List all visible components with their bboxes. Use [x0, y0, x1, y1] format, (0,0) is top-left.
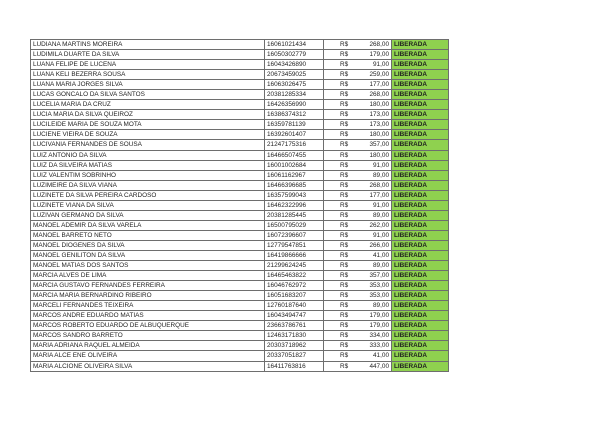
- id-cell[interactable]: 16043426890: [265, 60, 324, 70]
- table-row: [31, 210, 449, 220]
- amount-cell[interactable]: [324, 271, 392, 281]
- id-cell[interactable]: 16500795029: [265, 220, 324, 230]
- currency-symbol: R$: [340, 241, 349, 249]
- amount-cell[interactable]: [324, 210, 392, 220]
- amount-value: 91,00: [373, 161, 389, 169]
- table-row: [31, 150, 449, 160]
- currency-symbol: R$: [340, 91, 349, 99]
- status-cell[interactable]: LIBERADA: [392, 361, 449, 371]
- currency-symbol: R$: [340, 191, 349, 199]
- amount-cell[interactable]: [324, 80, 392, 90]
- currency-symbol: R$: [340, 181, 349, 189]
- amount-value: 353,00: [369, 292, 389, 300]
- name-cell[interactable]: MANOEL GENILITON DA SILVA: [31, 250, 265, 260]
- table-row: [31, 180, 449, 190]
- id-cell[interactable]: 20673459025: [265, 70, 324, 80]
- name-cell[interactable]: MARIA ALCE ENE OLIVEIRA: [31, 351, 265, 361]
- currency-symbol: R$: [340, 362, 349, 370]
- table-row: [31, 120, 449, 130]
- currency-symbol: R$: [340, 262, 349, 270]
- amount-value: 91,00: [373, 61, 389, 69]
- table-row: [31, 361, 449, 371]
- amount-value: 266,00: [369, 241, 389, 249]
- amount-cell[interactable]: [324, 130, 392, 140]
- currency-symbol: R$: [340, 101, 349, 109]
- status-cell[interactable]: LIBERADA: [392, 301, 449, 311]
- currency-symbol: R$: [340, 272, 349, 280]
- name-cell[interactable]: LUZINETE VIANA DA SILVA: [31, 200, 265, 210]
- id-cell[interactable]: 16462322996: [265, 200, 324, 210]
- id-cell[interactable]: 16061021434: [265, 40, 324, 50]
- amount-value: 89,00: [373, 171, 389, 179]
- name-cell[interactable]: MARCOS ROBERTO EDUARDO DE ALBUQUERQUE: [31, 321, 265, 331]
- status-cell[interactable]: LIBERADA: [392, 190, 449, 200]
- amount-value: 173,00: [369, 121, 389, 129]
- spreadsheet-body: [31, 40, 449, 372]
- id-cell[interactable]: 16465463822: [265, 271, 324, 281]
- name-cell[interactable]: LUZINETE DA SILVA PEREIRA CARDOSO: [31, 190, 265, 200]
- table-row: [31, 261, 449, 271]
- amount-value: 259,00: [369, 71, 389, 79]
- name-cell[interactable]: LUCIVANIA FERNANDES DE SOUSA: [31, 140, 265, 150]
- amount-value: 177,00: [369, 191, 389, 199]
- amount-value: 179,00: [369, 322, 389, 330]
- amount-cell[interactable]: [324, 140, 392, 150]
- name-cell[interactable]: LUCILEIDE MARIA DE SOUZA MOTA: [31, 120, 265, 130]
- status-cell[interactable]: LIBERADA: [392, 261, 449, 271]
- table-row: [31, 90, 449, 100]
- id-cell[interactable]: 12463171830: [265, 331, 324, 341]
- table-row: [31, 341, 449, 351]
- table-row: [31, 40, 449, 50]
- amount-cell[interactable]: [324, 160, 392, 170]
- status-cell[interactable]: LIBERADA: [392, 60, 449, 70]
- amount-cell[interactable]: [324, 230, 392, 240]
- amount-value: 180,00: [369, 101, 389, 109]
- id-cell[interactable]: 16043494747: [265, 311, 324, 321]
- currency-symbol: R$: [340, 151, 349, 159]
- amount-value: 89,00: [373, 302, 389, 310]
- status-cell[interactable]: LIBERADA: [392, 110, 449, 120]
- id-cell[interactable]: 16357599043: [265, 190, 324, 200]
- status-cell[interactable]: LIBERADA: [392, 130, 449, 140]
- status-cell[interactable]: LIBERADA: [392, 100, 449, 110]
- status-cell[interactable]: LIBERADA: [392, 341, 449, 351]
- status-cell[interactable]: LIBERADA: [392, 271, 449, 281]
- currency-symbol: R$: [340, 352, 349, 360]
- table-row: [31, 170, 449, 180]
- amount-cell[interactable]: [324, 50, 392, 60]
- amount-cell[interactable]: [324, 321, 392, 331]
- amount-cell[interactable]: [324, 291, 392, 301]
- status-cell[interactable]: LIBERADA: [392, 200, 449, 210]
- amount-value: 180,00: [369, 131, 389, 139]
- amount-cell[interactable]: [324, 60, 392, 70]
- status-cell[interactable]: LIBERADA: [392, 220, 449, 230]
- name-cell[interactable]: LUZIMEIRE DA SILVA VIANA: [31, 180, 265, 190]
- status-cell[interactable]: LIBERADA: [392, 230, 449, 240]
- name-cell[interactable]: MARCIA MARIA BERNARDINO RIBEIRO: [31, 291, 265, 301]
- amount-value: 91,00: [373, 231, 389, 239]
- name-cell[interactable]: LUCIA MARIA DA SILVA QUEIROZ: [31, 110, 265, 120]
- id-cell[interactable]: 16392601407: [265, 130, 324, 140]
- amount-cell[interactable]: [324, 170, 392, 180]
- status-cell[interactable]: LIBERADA: [392, 50, 449, 60]
- currency-symbol: R$: [340, 201, 349, 209]
- status-cell[interactable]: LIBERADA: [392, 331, 449, 341]
- status-cell[interactable]: LIBERADA: [392, 140, 449, 150]
- name-cell[interactable]: LUANA MARIA JORGES SILVA: [31, 80, 265, 90]
- name-cell[interactable]: LUIZ ANTONIO DA SILVA: [31, 150, 265, 160]
- id-cell[interactable]: 16063026475: [265, 80, 324, 90]
- currency-symbol: R$: [340, 231, 349, 239]
- amount-cell[interactable]: [324, 261, 392, 271]
- currency-symbol: R$: [340, 211, 349, 219]
- status-cell[interactable]: LIBERADA: [392, 170, 449, 180]
- id-cell[interactable]: 21247175316: [265, 140, 324, 150]
- name-cell[interactable]: LUDIMILA DUARTE DA SILVA: [31, 50, 265, 60]
- name-cell[interactable]: LUZIVAN GERMANO DA SILVA: [31, 210, 265, 220]
- table-row: [31, 160, 449, 170]
- id-cell[interactable]: 20381285334: [265, 90, 324, 100]
- amount-value: 333,00: [369, 342, 389, 350]
- amount-cell[interactable]: [324, 341, 392, 351]
- amount-cell[interactable]: [324, 250, 392, 260]
- status-cell[interactable]: LIBERADA: [392, 351, 449, 361]
- name-cell[interactable]: LUCAS GONCALO DA SILVA SANTOS: [31, 90, 265, 100]
- amount-value: 173,00: [369, 111, 389, 119]
- currency-symbol: R$: [340, 282, 349, 290]
- currency-symbol: R$: [340, 41, 349, 49]
- amount-value: 268,00: [369, 91, 389, 99]
- currency-symbol: R$: [340, 141, 349, 149]
- table-row: [31, 321, 449, 331]
- id-cell[interactable]: 12760187640: [265, 301, 324, 311]
- amount-value: 91,00: [373, 201, 389, 209]
- status-cell[interactable]: LIBERADA: [392, 210, 449, 220]
- table-row: [31, 331, 449, 341]
- amount-value: 41,00: [373, 352, 389, 360]
- amount-cell[interactable]: [324, 351, 392, 361]
- id-cell[interactable]: 16426356990: [265, 100, 324, 110]
- id-cell[interactable]: 23663786761: [265, 321, 324, 331]
- table-row: [31, 100, 449, 110]
- table-row: [31, 80, 449, 90]
- name-cell[interactable]: MARIA ALCIONE OLIVEIRA SILVA: [31, 361, 265, 371]
- currency-symbol: R$: [340, 71, 349, 79]
- name-cell[interactable]: MARCELI FERNANDES TEIXEIRA: [31, 301, 265, 311]
- currency-symbol: R$: [340, 312, 349, 320]
- amount-cell[interactable]: [324, 240, 392, 250]
- name-cell[interactable]: LUIZ DA SILVEIRA MATIAS: [31, 160, 265, 170]
- amount-cell[interactable]: [324, 190, 392, 200]
- table-row: [31, 60, 449, 70]
- status-cell[interactable]: LIBERADA: [392, 120, 449, 130]
- amount-value: 447,00: [369, 362, 389, 370]
- table-row: [31, 50, 449, 60]
- amount-cell[interactable]: [324, 150, 392, 160]
- table-row: [31, 301, 449, 311]
- amount-cell[interactable]: [324, 361, 392, 371]
- table-row: [31, 200, 449, 210]
- amount-value: 177,00: [369, 81, 389, 89]
- amount-cell[interactable]: [324, 281, 392, 291]
- status-cell[interactable]: LIBERADA: [392, 250, 449, 260]
- table-row: [31, 250, 449, 260]
- name-cell[interactable]: MANOEL DIOGENES DA SILVA: [31, 240, 265, 250]
- amount-cell[interactable]: [324, 40, 392, 50]
- table-row: [31, 70, 449, 80]
- currency-symbol: R$: [340, 221, 349, 229]
- amount-cell[interactable]: [324, 120, 392, 130]
- name-cell[interactable]: MANOEL MATIAS DOS SANTOS: [31, 261, 265, 271]
- amount-value: 353,00: [369, 282, 389, 290]
- amount-cell[interactable]: [324, 311, 392, 321]
- currency-symbol: R$: [340, 121, 349, 129]
- amount-cell[interactable]: [324, 220, 392, 230]
- status-cell[interactable]: LIBERADA: [392, 291, 449, 301]
- status-cell[interactable]: LIBERADA: [392, 240, 449, 250]
- amount-cell[interactable]: [324, 301, 392, 311]
- table-row: [31, 220, 449, 230]
- currency-symbol: R$: [340, 81, 349, 89]
- amount-value: 357,00: [369, 141, 389, 149]
- amount-cell[interactable]: [324, 70, 392, 80]
- status-cell[interactable]: LIBERADA: [392, 321, 449, 331]
- name-cell[interactable]: LUANA KELI BEZERRA SOUSA: [31, 70, 265, 80]
- status-cell[interactable]: LIBERADA: [392, 150, 449, 160]
- table-row: [31, 281, 449, 291]
- id-cell[interactable]: 16359781139: [265, 120, 324, 130]
- status-cell[interactable]: LIBERADA: [392, 180, 449, 190]
- currency-symbol: R$: [340, 131, 349, 139]
- name-cell[interactable]: LUCIENE VIEIRA DE SOUZA: [31, 130, 265, 140]
- id-cell[interactable]: 20381285445: [265, 210, 324, 220]
- currency-symbol: R$: [340, 51, 349, 59]
- table-row: [31, 351, 449, 361]
- currency-symbol: R$: [340, 332, 349, 340]
- name-cell[interactable]: MANOEL ADEMIR DA SILVA VARELA: [31, 220, 265, 230]
- amount-value: 179,00: [369, 312, 389, 320]
- id-cell[interactable]: 20303718962: [265, 341, 324, 351]
- table-row: [31, 190, 449, 200]
- name-cell[interactable]: MARIA ADRIANA RAQUEL ALMEIDA: [31, 341, 265, 351]
- table-row: [31, 271, 449, 281]
- status-cell[interactable]: LIBERADA: [392, 281, 449, 291]
- id-cell[interactable]: 16050302779: [265, 50, 324, 60]
- amount-cell[interactable]: [324, 110, 392, 120]
- table-row: [31, 240, 449, 250]
- id-cell[interactable]: 12779547851: [265, 240, 324, 250]
- id-cell[interactable]: 16001002684: [265, 160, 324, 170]
- name-cell[interactable]: MARCIA ALVES DE LIMA: [31, 271, 265, 281]
- name-cell[interactable]: MARCIA GUSTAVO FERNANDES FERREIRA: [31, 281, 265, 291]
- currency-symbol: R$: [340, 171, 349, 179]
- amount-cell[interactable]: [324, 331, 392, 341]
- currency-symbol: R$: [340, 161, 349, 169]
- amount-value: 180,00: [369, 151, 389, 159]
- id-cell[interactable]: 16051683207: [265, 291, 324, 301]
- amount-value: 268,00: [369, 41, 389, 49]
- amount-value: 357,00: [369, 272, 389, 280]
- table-row: [31, 291, 449, 301]
- status-cell[interactable]: LIBERADA: [392, 311, 449, 321]
- table-row: [31, 140, 449, 150]
- status-cell[interactable]: LIBERADA: [392, 40, 449, 50]
- currency-symbol: R$: [340, 111, 349, 119]
- name-cell[interactable]: LUCELIA MARIA DA CRUZ: [31, 100, 265, 110]
- name-cell[interactable]: MANOEL BARRETO NETO: [31, 230, 265, 240]
- amount-cell[interactable]: [324, 90, 392, 100]
- id-cell[interactable]: 21299624245: [265, 261, 324, 271]
- id-cell[interactable]: 16072396607: [265, 230, 324, 240]
- name-cell[interactable]: LUANA FELIPE DE LUCENA: [31, 60, 265, 70]
- id-cell[interactable]: 16046762972: [265, 281, 324, 291]
- currency-symbol: R$: [340, 322, 349, 330]
- id-cell[interactable]: 16061162967: [265, 170, 324, 180]
- amount-value: 41,00: [373, 252, 389, 259]
- status-cell[interactable]: LIBERADA: [392, 70, 449, 80]
- id-cell[interactable]: 16466507455: [265, 150, 324, 160]
- currency-symbol: R$: [340, 302, 349, 310]
- name-cell[interactable]: MARCOS SANDRO BARRETO: [31, 331, 265, 341]
- id-cell[interactable]: 16419866666: [265, 250, 324, 260]
- currency-symbol: R$: [340, 342, 349, 350]
- currency-symbol: R$: [340, 292, 349, 300]
- table-row: [31, 311, 449, 321]
- table-row: [31, 110, 449, 120]
- id-cell[interactable]: 16466396685: [265, 180, 324, 190]
- table-row: [31, 230, 449, 240]
- status-cell[interactable]: LIBERADA: [392, 160, 449, 170]
- id-cell[interactable]: 16411763816: [265, 361, 324, 371]
- currency-symbol: R$: [340, 252, 349, 259]
- spreadsheet-table: [30, 39, 449, 372]
- table-row: [31, 130, 449, 140]
- id-cell[interactable]: 20337051827: [265, 351, 324, 361]
- amount-value: 268,00: [369, 181, 389, 189]
- amount-value: 89,00: [373, 211, 389, 219]
- name-cell[interactable]: LUDIANA MARTINS MOREIRA: [31, 40, 265, 50]
- status-cell[interactable]: LIBERADA: [392, 80, 449, 90]
- status-cell[interactable]: LIBERADA: [392, 90, 449, 100]
- name-cell[interactable]: MARCOS ANDRE EDUARDO MATIAS: [31, 311, 265, 321]
- name-cell[interactable]: LUIZ VALENTIM SOBRINHO: [31, 170, 265, 180]
- amount-cell[interactable]: [324, 100, 392, 110]
- amount-cell[interactable]: [324, 200, 392, 210]
- amount-value: 262,00: [369, 221, 389, 229]
- amount-value: 179,00: [369, 51, 389, 59]
- amount-cell[interactable]: [324, 180, 392, 190]
- amount-value: 89,00: [373, 262, 389, 270]
- amount-value: 334,00: [369, 332, 389, 340]
- currency-symbol: R$: [340, 61, 349, 69]
- id-cell[interactable]: 16386374312: [265, 110, 324, 120]
